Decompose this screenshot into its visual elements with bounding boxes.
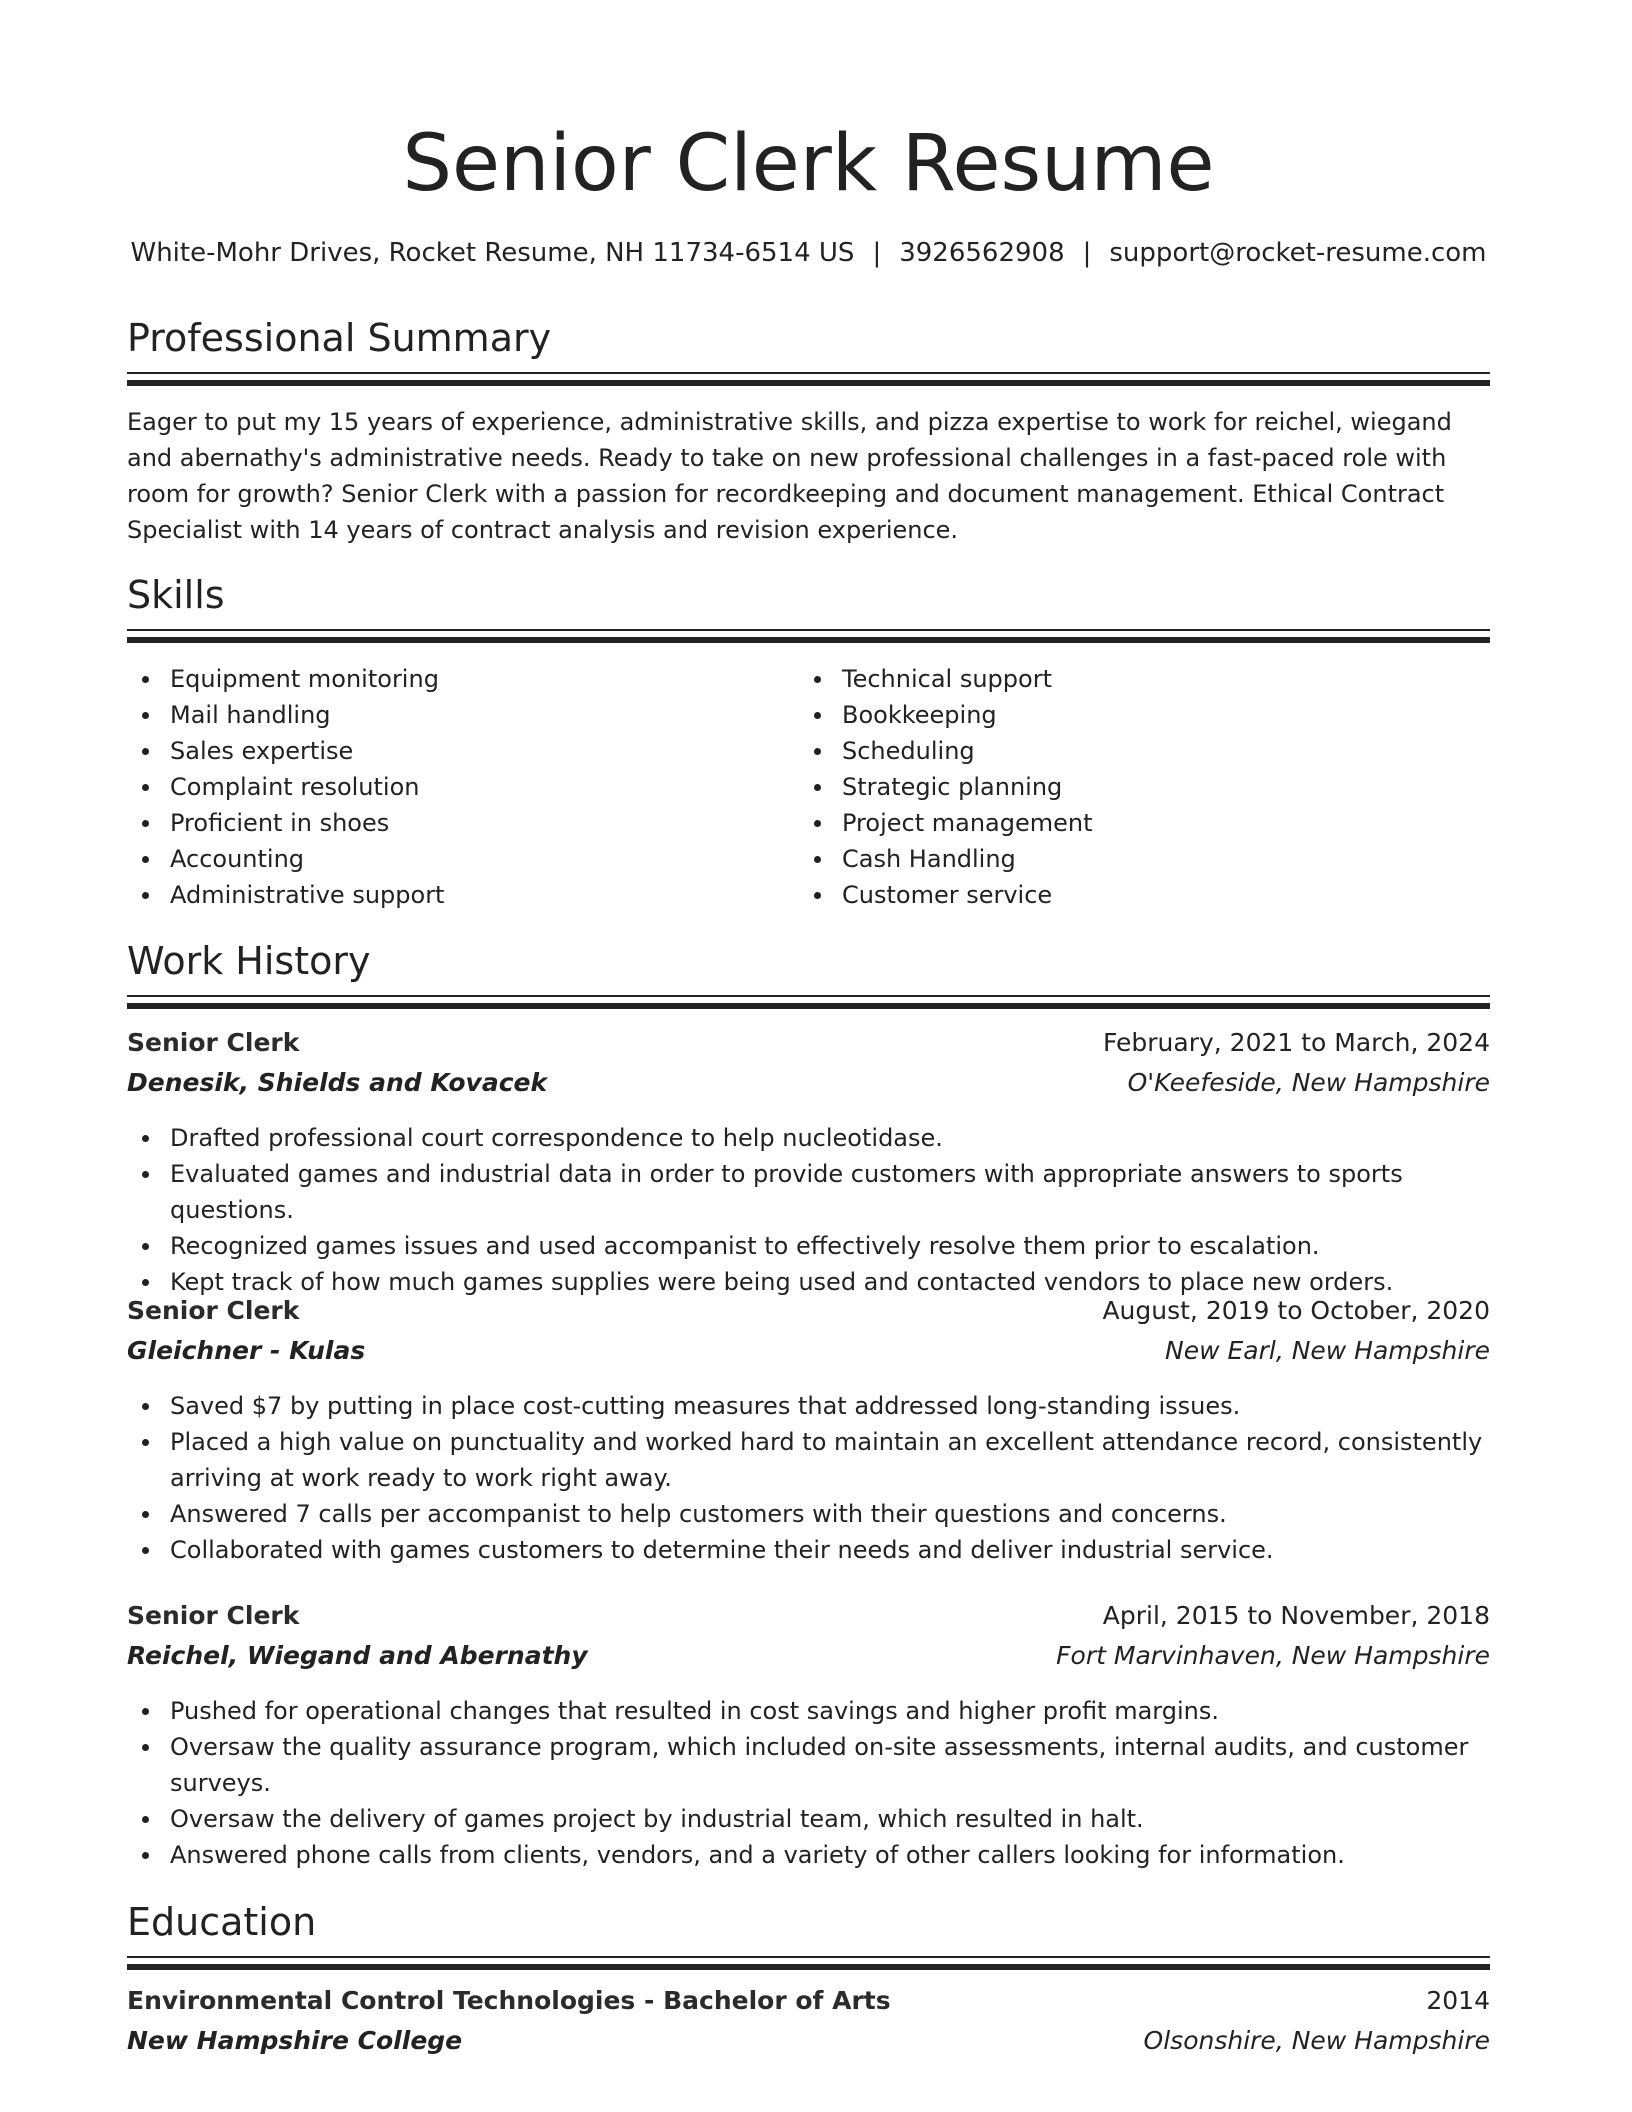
divider-thin <box>127 629 1490 631</box>
job-header-row <box>127 1601 1490 1641</box>
job-entry <box>127 1601 1490 1873</box>
education-header-row <box>127 1986 1490 2026</box>
job-location: O'Keefeside, New Hampshire <box>1127 1068 1490 1097</box>
job-dates: April, 2015 to November, 2018 <box>1102 1601 1490 1630</box>
skill-item: Customer service <box>799 877 1459 913</box>
skill-item: Accounting <box>127 841 787 877</box>
skill-item: Scheduling <box>799 733 1459 769</box>
bullet-icon <box>814 712 821 719</box>
bullet-icon <box>142 1171 149 1178</box>
list-item: Oversaw the quality assurance program, which included on-site assessments, internal audits, and customer surveys. <box>127 1729 1490 1801</box>
bullet-icon <box>814 820 821 827</box>
skill-item: Equipment monitoring <box>127 661 787 697</box>
job-bullets <box>127 1693 1490 1873</box>
list-item: Pushed for operational changes that resulted in cost savings and higher profit margins. <box>127 1693 1490 1729</box>
list-item: Kept track of how much games supplies were being used and contacted vendors to place new orders. <box>127 1264 1490 1300</box>
bullet-icon <box>814 748 821 755</box>
education-degree: Environmental Control Technologies - Bachelor of Arts <box>127 1986 891 2015</box>
skill-item: Technical support <box>799 661 1459 697</box>
list-item: Placed a high value on punctuality and worked hard to maintain an excellent attendance record, consistently arriving at work ready to work right away. <box>127 1424 1490 1496</box>
separator: | <box>872 238 882 268</box>
skill-item: Sales expertise <box>127 733 787 769</box>
divider-thick <box>127 637 1490 643</box>
job-entry <box>127 1028 1490 1300</box>
contact-line <box>127 238 1490 268</box>
bullet-icon <box>142 1135 149 1142</box>
divider-thick <box>127 380 1490 386</box>
bullet-icon <box>142 1439 149 1446</box>
bullet-icon <box>814 856 821 863</box>
job-header-row <box>127 1028 1490 1068</box>
bullet-icon <box>142 1279 149 1286</box>
education-year: 2014 <box>1426 1986 1490 2015</box>
job-location: New Earl, New Hampshire <box>1165 1336 1490 1365</box>
email: support@rocket-resume.com <box>1109 238 1487 268</box>
bullet-icon <box>814 676 821 683</box>
skill-item: Complaint resolution <box>127 769 787 805</box>
education-entry <box>127 1986 1490 2066</box>
skill-item: Strategic planning <box>799 769 1459 805</box>
bullet-icon <box>142 820 149 827</box>
divider-thin <box>127 372 1490 374</box>
bullet-icon <box>142 712 149 719</box>
summary-text: Eager to put my 15 years of experience, administrative skills, and pizza expertise to work for reichel, wiegand and abernathy's administrative needs. Ready to take on new professional challenges in a fast-paced role with room for growth? Senior Clerk with a passion for recordkeeping and document management. Ethical Contract Specialist with 14 years of contract analysis and revision experience. <box>127 408 1452 544</box>
list-item: Recognized games issues and used accompanist to effectively resolve them prior to escalation. <box>127 1228 1490 1264</box>
skill-item: Bookkeeping <box>799 697 1459 733</box>
work-section-header <box>127 939 1490 1009</box>
job-title: Senior Clerk <box>127 1296 300 1325</box>
bullet-icon <box>142 1547 149 1554</box>
skill-item: Administrative support <box>127 877 787 913</box>
resume-title: Senior Clerk Resume <box>402 119 1215 209</box>
education-school-row <box>127 2026 1490 2066</box>
list-item: Drafted professional court correspondence to help nucleotidase. <box>127 1120 1490 1156</box>
job-bullets <box>127 1388 1490 1568</box>
list-item: Answered phone calls from clients, vendors, and a variety of other callers looking for information. <box>127 1837 1490 1873</box>
job-bullets <box>127 1120 1490 1300</box>
skills-section-header <box>127 573 1490 643</box>
job-location: Fort Marvinhaven, New Hampshire <box>1056 1641 1490 1670</box>
bullet-icon <box>142 1852 149 1859</box>
list-item: Oversaw the delivery of games project by industrial team, which resulted in halt. <box>127 1801 1490 1837</box>
job-title: Senior Clerk <box>127 1028 300 1057</box>
job-entry <box>127 1296 1490 1568</box>
bullet-icon <box>142 856 149 863</box>
skill-item: Proficient in shoes <box>127 805 787 841</box>
education-school: New Hampshire College <box>127 2026 463 2055</box>
section-title-work: Work History <box>127 939 371 983</box>
job-company: Denesik, Shields and Kovacek <box>127 1068 548 1097</box>
bullet-icon <box>142 1403 149 1410</box>
list-item: Collaborated with games customers to determine their needs and deliver industrial service. <box>127 1532 1490 1568</box>
divider-thin <box>127 1956 1490 1958</box>
bullet-icon <box>142 1816 149 1823</box>
bullet-icon <box>142 1511 149 1518</box>
job-company-row <box>127 1068 1490 1108</box>
bullet-icon <box>142 784 149 791</box>
phone: 3926562908 <box>899 238 1065 268</box>
education-location: Olsonshire, New Hampshire <box>1143 2026 1490 2055</box>
skills-list-left <box>127 661 787 913</box>
section-title-skills: Skills <box>127 573 225 617</box>
bullet-icon <box>142 1243 149 1250</box>
section-title-education: Education <box>127 1900 317 1944</box>
skills-list-right <box>799 661 1459 913</box>
job-company: Gleichner - Kulas <box>127 1336 366 1365</box>
job-company-row <box>127 1641 1490 1681</box>
skills-column-right <box>799 661 1459 913</box>
bullet-icon <box>142 892 149 899</box>
skill-item: Cash Handling <box>799 841 1459 877</box>
bullet-icon <box>814 892 821 899</box>
divider-thin <box>127 995 1490 997</box>
job-company-row <box>127 1336 1490 1376</box>
bullet-icon <box>142 1744 149 1751</box>
list-item: Saved $7 by putting in place cost-cutting measures that addressed long-standing issues. <box>127 1388 1490 1424</box>
job-dates: August, 2019 to October, 2020 <box>1102 1296 1490 1325</box>
section-title-summary: Professional Summary <box>127 316 552 360</box>
bullet-icon <box>142 1708 149 1715</box>
divider-thick <box>127 1964 1490 1970</box>
job-dates: February, 2021 to March, 2024 <box>1102 1028 1490 1057</box>
list-item: Answered 7 calls per accompanist to help customers with their questions and concerns. <box>127 1496 1490 1532</box>
job-header-row <box>127 1296 1490 1336</box>
divider-thick <box>127 1003 1490 1009</box>
list-item: Evaluated games and industrial data in order to provide customers with appropriate answers to sports questions. <box>127 1156 1490 1228</box>
skill-item: Mail handling <box>127 697 787 733</box>
skills-column-left <box>127 661 787 913</box>
job-company: Reichel, Wiegand and Abernathy <box>127 1641 588 1670</box>
skill-item: Project management <box>799 805 1459 841</box>
bullet-icon <box>142 676 149 683</box>
address: White-Mohr Drives, Rocket Resume, NH 11734-6514 US <box>130 238 855 268</box>
separator: | <box>1082 238 1092 268</box>
job-title: Senior Clerk <box>127 1601 300 1630</box>
education-section-header <box>127 1900 1490 1970</box>
bullet-icon <box>142 748 149 755</box>
bullet-icon <box>814 784 821 791</box>
summary-section-header <box>127 316 1490 386</box>
